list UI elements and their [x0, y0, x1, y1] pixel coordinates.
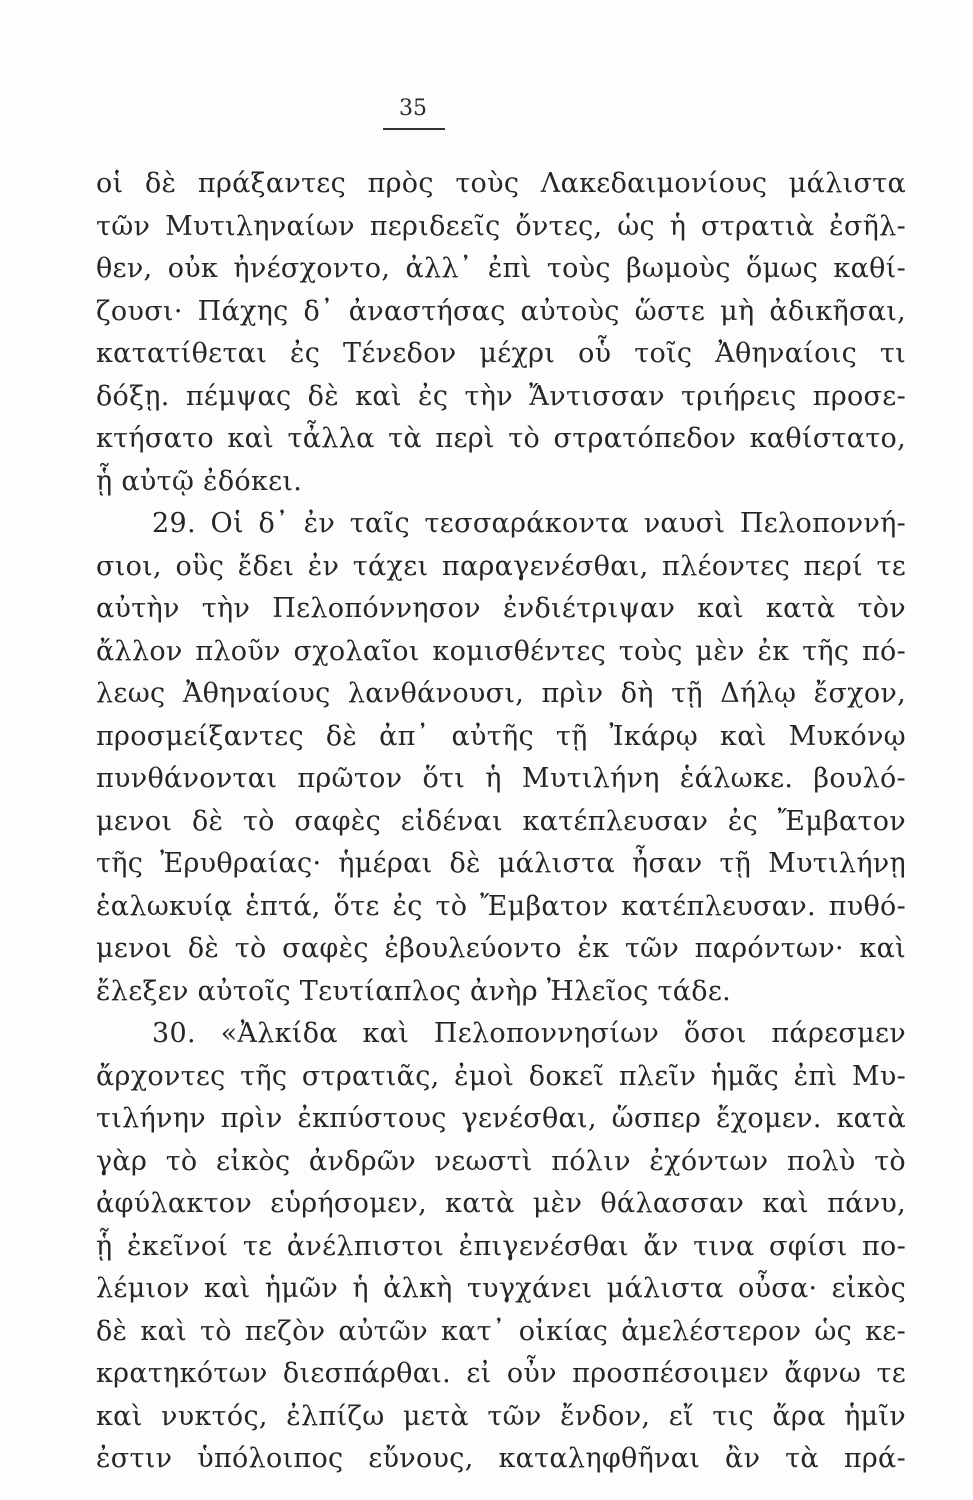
text-line: ζουσι· Πάχης δ᾽ ἀναστήσας αὐτοὺς ὥστε μὴ ἀδικῆσαι, [96, 295, 906, 327]
text-line: οἱ δὲ πράξαντες πρὸς τοὺς Λακεδαιμονίους μάλιστα [96, 168, 906, 199]
text-line: μενοι δὲ τὸ σαφὲς εἰδέναι κατέπλευσαν ἐς Ἔμβατον [96, 805, 906, 837]
page-number-rule [383, 128, 445, 130]
text-line: ἐστιν ὑπόλοιπος εὔνους, καταληφθῆναι ἂν τὰ πρά- [96, 1443, 906, 1474]
text-line: καὶ νυκτός, ἐλπίζω μετὰ τῶν ἔνδον, εἴ τις ἄρα ἡμῖν [96, 1400, 906, 1432]
text-line: ᾗ ἐκεῖνοί τε ἀνέλπιστοι ἐπιγενέσθαι ἄν τινα σφίσι πο- [96, 1230, 906, 1262]
text-line: σιοι, οὓς ἔδει ἐν τάχει παραγενέσθαι, πλέοντες περί τε [96, 550, 906, 582]
page-number: 35 [399, 96, 427, 121]
text-line: αὐτὴν τὴν Πελοπόννησον ἐνδιέτριψαν καὶ κατὰ τὸν [96, 593, 906, 624]
text-line: δὲ καὶ τὸ πεζὸν αὐτῶν κατ᾽ οἰκίας ἀμελέστερον ὡς κε- [96, 1315, 906, 1347]
text-line: τιλήνην πρὶν ἐκπύστους γενέσθαι, ὥσπερ ἔχομεν. κατὰ [96, 1103, 906, 1134]
section-heading-line: 29. Οἱ δ᾽ ἐν ταῖς τεσσαράκοντα ναυσὶ Πελοποννή- [152, 508, 906, 539]
text-line: λέμιον καὶ ἡμῶν ἡ ἀλκὴ τυγχάνει μάλιστα οὖσα· εἰκὸς [96, 1273, 906, 1304]
text-line: ᾗ αὐτῷ ἐδόκει. [96, 465, 303, 497]
text-line: ἑαλωκυίᾳ ἑπτά, ὅτε ἐς τὸ Ἔμβατον κατέπλευσαν. πυθό- [96, 890, 906, 922]
text-line: ἄρχοντες τῆς στρατιᾶς, ἐμοὶ δοκεῖ πλεῖν ἡμᾶς ἐπὶ Μυ- [96, 1060, 906, 1092]
text-line: κρατηκότων διεσπάρθαι. εἰ οὖν προσπέσοιμεν ἄφνω τε [96, 1358, 906, 1389]
text-line: κατατίθεται ἐς Τένεδον μέχρι οὗ τοῖς Ἀθηναίοις τι [96, 338, 906, 369]
text-line: κτήσατο καὶ τἆλλα τὰ περὶ τὸ στρατόπεδον καθίστατο, [96, 423, 906, 454]
text-line: πυνθάνονται πρῶτον ὅτι ἡ Μυτιλήνη ἑάλωκε. βουλό- [96, 763, 906, 794]
text-line: λεως Ἀθηναίους λανθάνουσι, πρὶν δὴ τῇ Δήλῳ ἔσχον, [96, 678, 906, 709]
text-line: μενοι δὲ τὸ σαφὲς ἐβουλεύοντο ἐκ τῶν παρόντων· καὶ [96, 933, 906, 964]
text-line: θεν, οὐκ ἠνέσχοντο, ἀλλ᾽ ἐπὶ τοὺς βωμοὺς ὅμως καθί- [96, 253, 906, 284]
text-line: ἄλλον πλοῦν σχολαῖοι κομισθέντες τοὺς μὲν ἐκ τῆς πό- [96, 635, 906, 667]
text-line: προσμείξαντες δὲ ἀπ᾽ αὐτῆς τῇ Ἰκάρῳ καὶ Μυκόνῳ [96, 720, 906, 752]
text-line: ἔλεξεν αὐτοῖς Τευτίαπλος ἀνὴρ Ἠλεῖος τάδε. [96, 975, 732, 1007]
text-line: γὰρ τὸ εἰκὸς ἀνδρῶν νεωστὶ πόλιν ἐχόντων πολὺ τὸ [96, 1145, 906, 1177]
text-line: τῆς Ἐρυθραίας· ἡμέραι δὲ μάλιστα ἦσαν τῇ Μυτιλήνῃ [96, 848, 906, 879]
text-line: ἀφύλακτον εὑρήσομεν, κατὰ μὲν θάλασσαν καὶ πάνυ, [96, 1188, 906, 1219]
body-text [96, 163, 906, 1481]
text-line: δόξῃ. πέμψας δὲ καὶ ἐς τὴν Ἄντισσαν τριήρεις προσε- [96, 380, 906, 412]
section-heading-line: 30. «Ἀλκίδα καὶ Πελοποννησίων ὅσοι πάρεσμεν [152, 1018, 906, 1049]
text-line: τῶν Μυτιληναίων περιδεεῖς ὄντες, ὡς ἡ στρατιὰ ἐσῆλ- [96, 210, 906, 242]
